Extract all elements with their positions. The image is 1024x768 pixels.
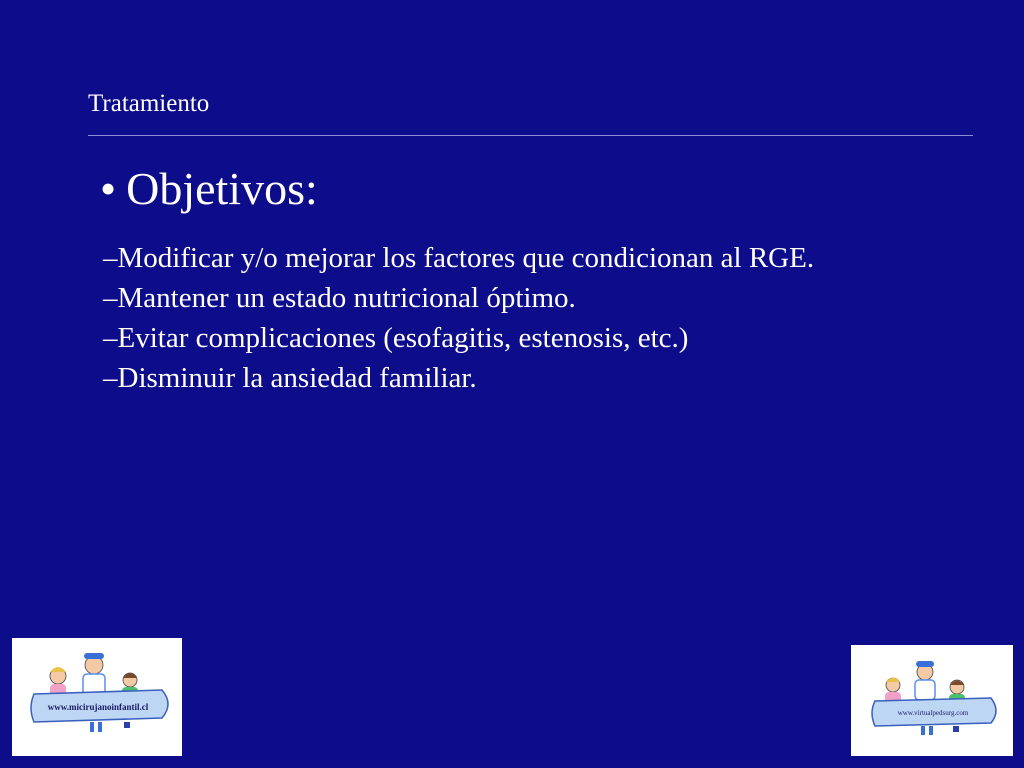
title-divider: [88, 135, 973, 136]
virtualpedsurg-logo: [851, 645, 1013, 756]
logo-left-text: www.micirujanoinfantil.cl: [47, 702, 149, 712]
list-item: –Evitar complicaciones (esofagitis, estenosis, etc.): [103, 322, 689, 354]
bullet-symbol: •: [100, 163, 117, 214]
micirujanoinfantil-logo: [12, 638, 182, 756]
list-item: –Modificar y/o mejorar los factores que condicionan al RGE.: [103, 242, 815, 274]
kids-banner-icon: [12, 638, 182, 756]
heading-text: Objetivos:: [126, 163, 318, 214]
logo-right-text: www.virtualpedsurg.com: [897, 709, 969, 717]
bullet-heading: [100, 160, 318, 218]
kids-banner-icon: [851, 645, 1013, 756]
list-item: –Mantener un estado nutricional óptimo.: [103, 282, 576, 314]
list-item: –Disminuir la ansiedad familiar.: [103, 362, 477, 394]
slide-title: Tratamiento: [88, 90, 210, 117]
objectives-list: [103, 238, 814, 398]
